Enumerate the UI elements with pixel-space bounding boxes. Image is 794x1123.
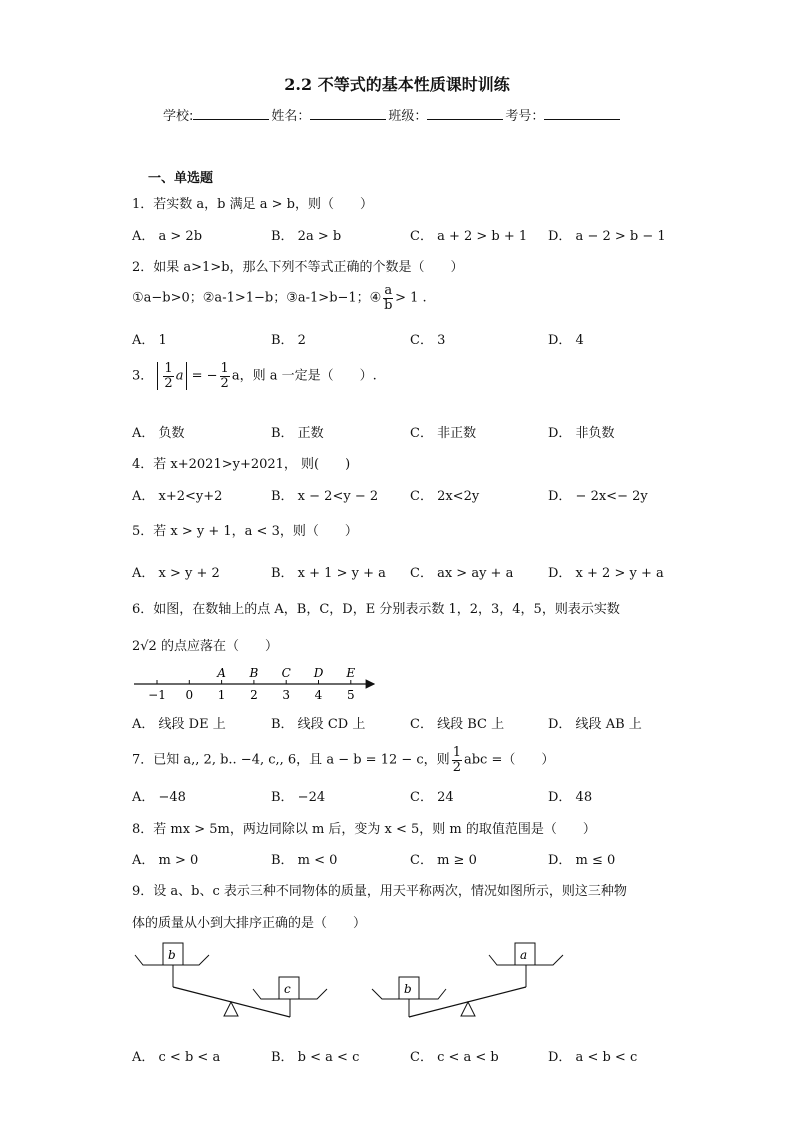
q3-number: 3． (132, 368, 154, 384)
q9-stem: 9．设 a、b、c 表示三种不同物体的质量，用天平称两次，情况如图所示，则这三种物 (132, 884, 627, 899)
q2-stem: 2．如果 a>1>b，那么下列不等式正确的个数是（ ） (132, 260, 464, 275)
number-line-tick-label: −1 (148, 688, 166, 702)
number-line-tick-label: 5 (346, 688, 355, 702)
q2-option-b[interactable]: B． 2 (271, 333, 306, 348)
number-line-point-label: B (249, 666, 259, 680)
q9-option-a[interactable]: A． c < b < a (132, 1050, 221, 1065)
q8-option-c[interactable]: C． m ≥ 0 (410, 853, 477, 868)
q6-option-c[interactable]: C． 线段 BC 上 (410, 717, 505, 732)
q3-stem (132, 362, 377, 390)
number-line-point-label: E (346, 666, 356, 680)
q2-statements-text: ①a−b>0；②a-1>1−b；③a-1>b−1；④ (132, 290, 382, 306)
q4-option-d[interactable]: D． − 2x<− 2y (548, 489, 648, 504)
q3-rhs-num: 1 (220, 361, 229, 376)
q3-option-c[interactable]: C． 非正数 (410, 426, 477, 441)
q4-option-a[interactable]: A． x+2<y+2 (132, 489, 223, 504)
q3-abs-var: a (175, 368, 184, 384)
q3-rhs-text: a，则 a 一定是（ ）. (231, 368, 377, 384)
q2-statements (132, 284, 427, 312)
q9-option-c[interactable]: C． c < a < b (410, 1050, 499, 1065)
q9-option-b[interactable]: B． b < a < c (271, 1050, 360, 1065)
q2-option-a[interactable]: A． 1 (132, 333, 167, 348)
exam-no-blank[interactable] (544, 107, 620, 120)
q7-option-c[interactable]: C． 24 (410, 790, 454, 805)
q4-option-b[interactable]: B． x − 2<y − 2 (271, 489, 379, 504)
q6-option-b[interactable]: B． 线段 CD 上 (271, 717, 366, 732)
class-blank[interactable] (427, 107, 503, 120)
scale2-fulcrum (461, 1002, 475, 1016)
name-blank[interactable] (310, 107, 386, 120)
q7-stem-tail: abc =（ ） (463, 752, 555, 768)
q8-option-d[interactable]: D． m ≤ 0 (548, 853, 616, 868)
q5-option-b[interactable]: B． x + 1 > y + a (271, 566, 386, 581)
q5-option-c[interactable]: C． ax > ay + a (410, 566, 514, 581)
q3-option-d[interactable]: D． 非负数 (548, 426, 615, 441)
q2-statements-tail: > 1 . (395, 290, 427, 306)
scale1-fulcrum (224, 1002, 238, 1016)
q6-stem: 6．如图，在数轴上的点 A，B，C，D，E 分别表示数 1，2，3，4，5，则表示实数 (132, 602, 620, 617)
q7-stem (132, 746, 554, 774)
number-line-point-label: D (313, 666, 324, 680)
number-line-tick-label: 3 (282, 688, 291, 702)
scale2-right-label: a (520, 948, 528, 962)
q5-option-a[interactable]: A． x > y + 2 (132, 566, 220, 581)
q7-frac-den: 2 (452, 759, 461, 775)
page-title: 2.2 不等式的基本性质课时训练 (284, 75, 510, 94)
q8-option-a[interactable]: A． m > 0 (132, 853, 199, 868)
q9-option-d[interactable]: D． a < b < c (548, 1050, 638, 1065)
q8-stem: 8．若 mx > 5m，两边同除以 m 后，变为 x < 5，则 m 的取值范围是（ ） (132, 822, 596, 837)
q3-abs-num: 1 (164, 361, 173, 376)
school-blank[interactable] (193, 107, 269, 120)
q5-stem: 5．若 x > y + 1，a < 3，则（ ） (132, 524, 358, 539)
q6-option-a[interactable]: A． 线段 DE 上 (132, 717, 226, 732)
q2-frac-num: a (384, 283, 393, 298)
student-info-line (163, 105, 622, 124)
scale2-left-label: b (404, 982, 412, 996)
q3-equals: = − (191, 368, 218, 384)
q1-stem: 1．若实数 a，b 满足 a > b，则（ ） (132, 197, 373, 212)
name-label: 姓名： (271, 109, 311, 124)
school-label: 学校: (163, 109, 194, 124)
q3-rhs-den: 2 (220, 375, 229, 391)
q1-option-c[interactable]: C． a + 2 > b + 1 (410, 229, 528, 244)
q7-frac-num: 1 (452, 745, 461, 760)
q7-option-d[interactable]: D． 48 (548, 790, 593, 805)
q4-stem: 4．若 x+2021>y+2021， 则( ) (132, 457, 351, 472)
q4-option-c[interactable]: C． 2x<2y (410, 489, 480, 504)
q2-option-c[interactable]: C． 3 (410, 333, 446, 348)
section-title: 一、单选题 (148, 171, 214, 186)
q9-stem-2: 体的质量从小到大排序正确的是（ ） (132, 916, 367, 931)
q2-option-d[interactable]: D． 4 (548, 333, 584, 348)
q8-option-b[interactable]: B． m < 0 (271, 853, 338, 868)
q6-option-d[interactable]: D． 线段 AB 上 (548, 717, 642, 732)
balance-scale-2 (372, 938, 572, 1023)
number-line-tick-label: 0 (185, 688, 194, 702)
balance-scale-1 (135, 938, 335, 1023)
q1-option-d[interactable]: D． a − 2 > b − 1 (548, 229, 666, 244)
scale1-left-label: b (168, 948, 176, 962)
number-line-point-label: A (217, 666, 226, 680)
q2-fraction (383, 284, 393, 312)
number-line-tick-label: 4 (314, 688, 323, 702)
scale1-right-label: c (284, 982, 291, 996)
q7-option-a[interactable]: A． −48 (132, 790, 186, 805)
class-label: 班级： (388, 109, 428, 124)
number-line-figure (130, 660, 390, 705)
number-line-tick-label: 2 (250, 688, 258, 702)
number-line-tick-label: 1 (217, 688, 226, 702)
q3-absolute-value (157, 362, 187, 390)
q3-option-b[interactable]: B． 正数 (271, 426, 324, 441)
q3-abs-den: 2 (164, 375, 173, 391)
q1-option-b[interactable]: B． 2a > b (271, 229, 342, 244)
exam-no-label: 考号： (505, 109, 545, 124)
number-line-point-label: C (281, 666, 291, 680)
q7-stem-text: 7．已知 a,, 2, b.. −4, c,, 6，且 a − b = 12 − c，则 (132, 752, 450, 768)
q3-option-a[interactable]: A． 负数 (132, 426, 185, 441)
q1-option-a[interactable]: A． a > 2b (132, 229, 203, 244)
q6-stem-2: 2√2 的点应落在（ ） (132, 639, 278, 654)
q2-frac-den: b (384, 297, 393, 313)
q5-option-d[interactable]: D． x + 2 > y + a (548, 566, 664, 581)
q7-option-b[interactable]: B． −24 (271, 790, 326, 805)
